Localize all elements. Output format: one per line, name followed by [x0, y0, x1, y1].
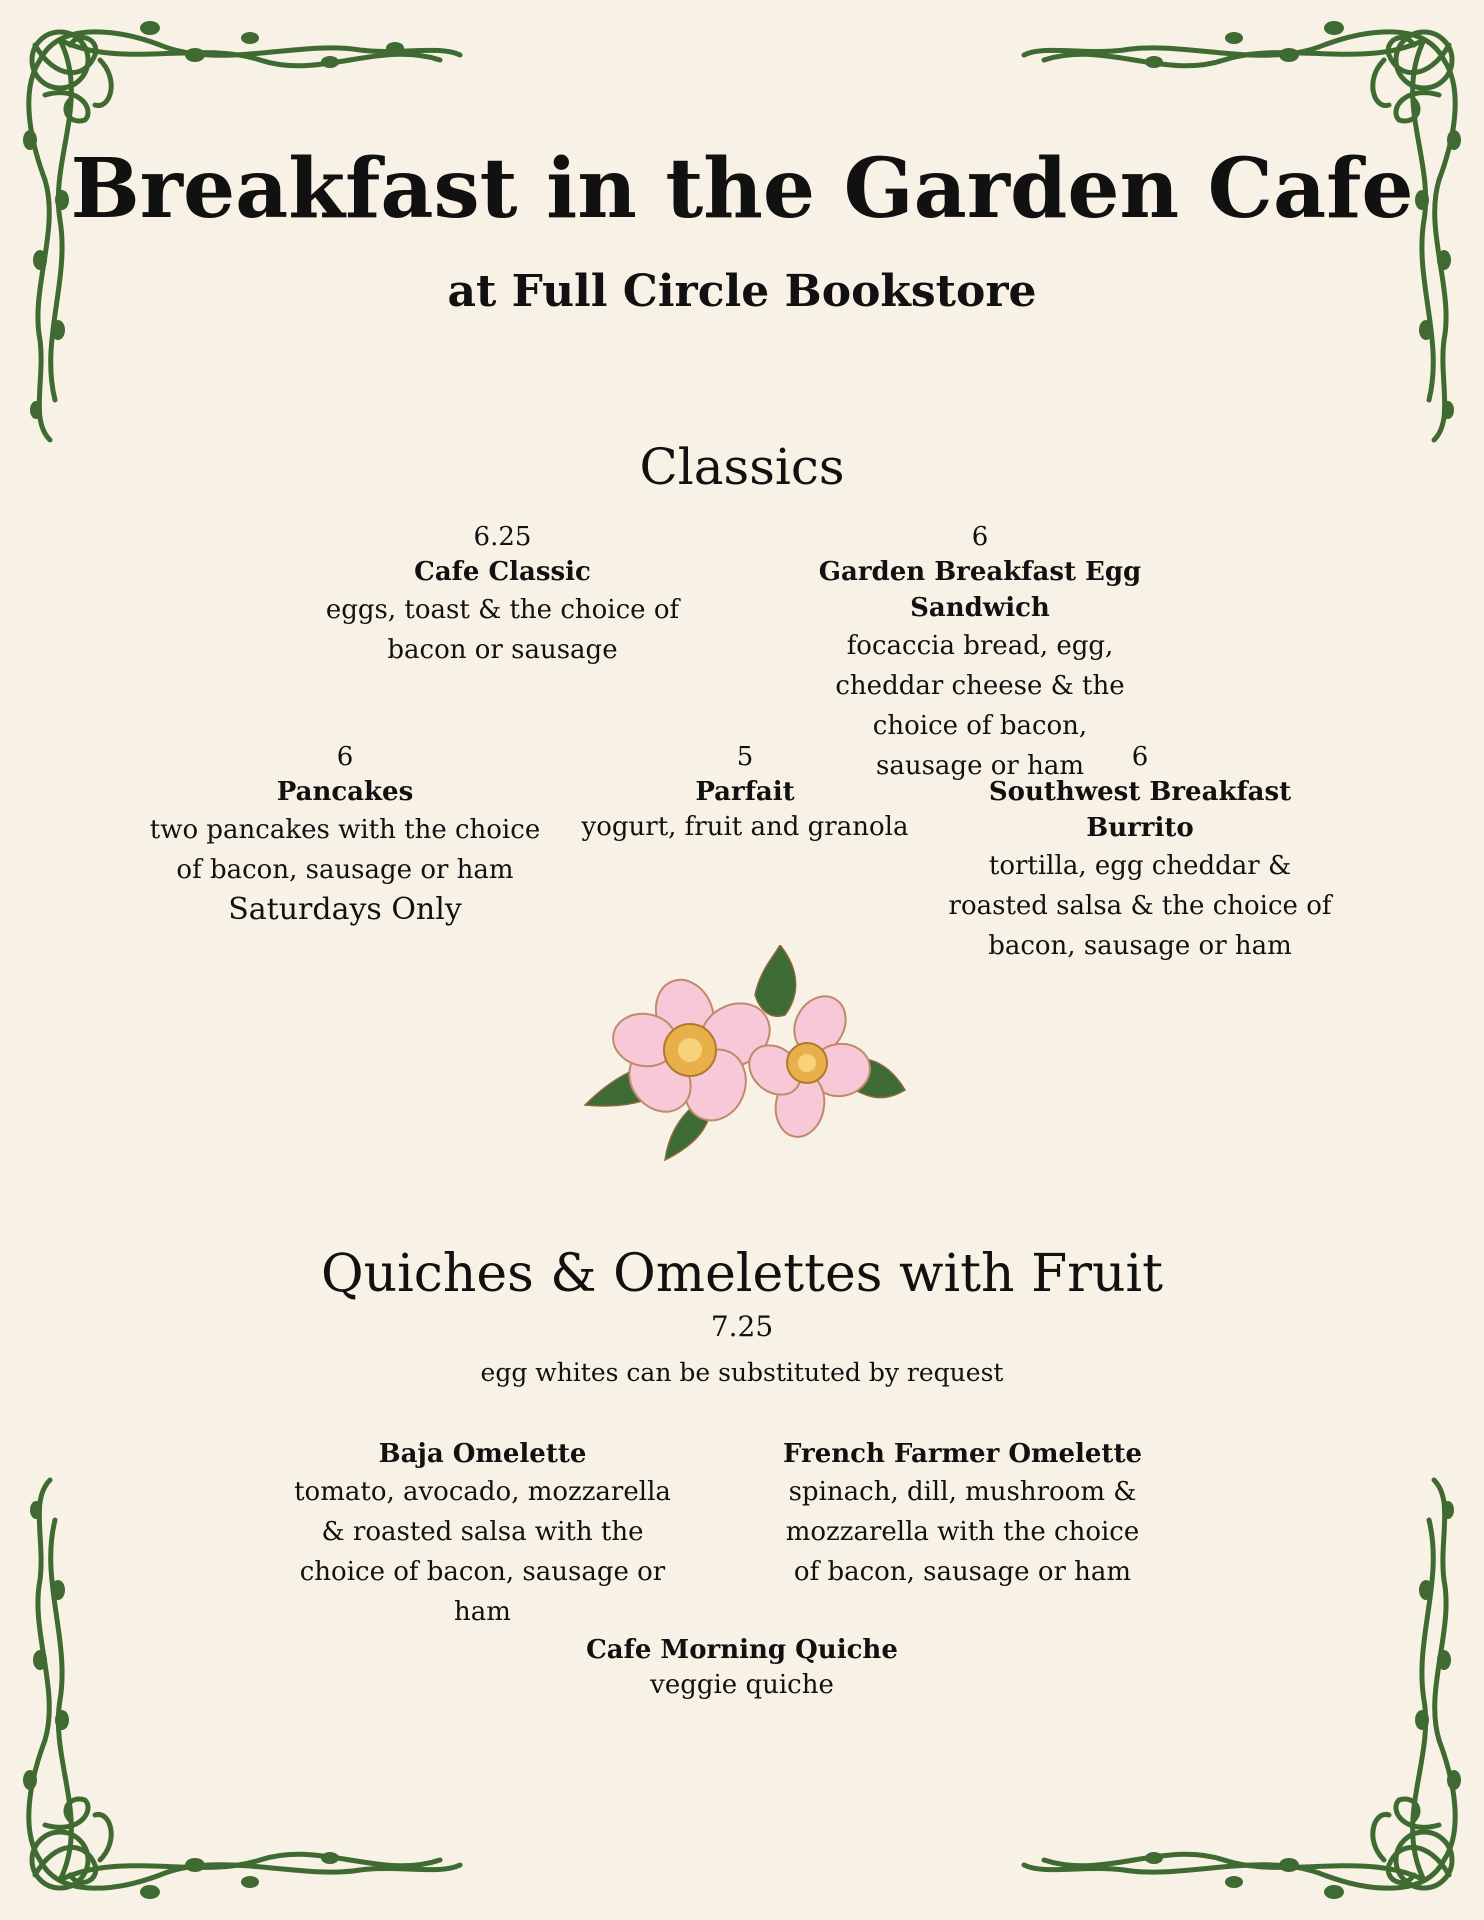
- menu-item: [140, 740, 550, 930]
- item-name: Baja Omelette: [378, 1439, 587, 1469]
- section-heading-quiches: Quiches & Omelettes with Fruit: [320, 1244, 1164, 1304]
- item-name: Cafe Morning Quiche: [586, 1635, 898, 1665]
- cherry-blossom-icon: [575, 945, 910, 1165]
- item-description: eggs, toast & the choice of bacon or sausage: [325, 595, 680, 665]
- item-price: 6: [971, 522, 989, 552]
- menu-item: [580, 740, 910, 844]
- item-name: Garden Breakfast Egg Sandwich: [818, 557, 1142, 623]
- item-price: 6: [1131, 742, 1149, 772]
- section-heading-classics: Classics: [639, 438, 845, 496]
- item-description: spinach, dill, mushroom & mozzarella with the choice of bacon, sausage or ham: [785, 1477, 1140, 1587]
- item-name: Cafe Classic: [414, 557, 591, 587]
- item-description: tortilla, egg cheddar & roasted salsa & the choice of bacon, sausage or ham: [948, 851, 1332, 961]
- menu-item: [945, 740, 1335, 966]
- page-subtitle: at Full Circle Bookstore: [447, 266, 1037, 317]
- item-description: focaccia bread, egg, cheddar cheese & the choice of bacon, sausage or ham: [835, 631, 1125, 781]
- item-description: two pancakes with the choice of bacon, sausage or ham: [149, 815, 541, 885]
- item-name: Southwest Breakfast Burrito: [988, 777, 1292, 843]
- menu-item: [542, 1632, 942, 1702]
- section-note: egg whites can be substituted by request: [480, 1358, 1004, 1387]
- menu-item: [285, 1436, 680, 1632]
- item-price: 6.25: [473, 522, 532, 552]
- item-price: 5: [736, 742, 754, 772]
- section-price: 7.25: [710, 1310, 774, 1343]
- menu-item: [300, 520, 705, 670]
- item-name: Pancakes: [276, 777, 414, 807]
- item-name: French Farmer Omelette: [783, 1439, 1142, 1469]
- item-description: veggie quiche: [650, 1670, 834, 1700]
- item-description: tomato, avocado, mozzarella & roasted salsa with the choice of bacon, sausage or ham: [294, 1477, 671, 1627]
- item-description: yogurt, fruit and granola: [581, 812, 909, 842]
- item-name: Parfait: [695, 777, 795, 807]
- item-note: Saturdays Only: [228, 892, 462, 927]
- page-title: Breakfast in the Garden Cafe: [70, 141, 1414, 237]
- menu-item: [775, 1436, 1150, 1592]
- item-price: 6: [336, 742, 354, 772]
